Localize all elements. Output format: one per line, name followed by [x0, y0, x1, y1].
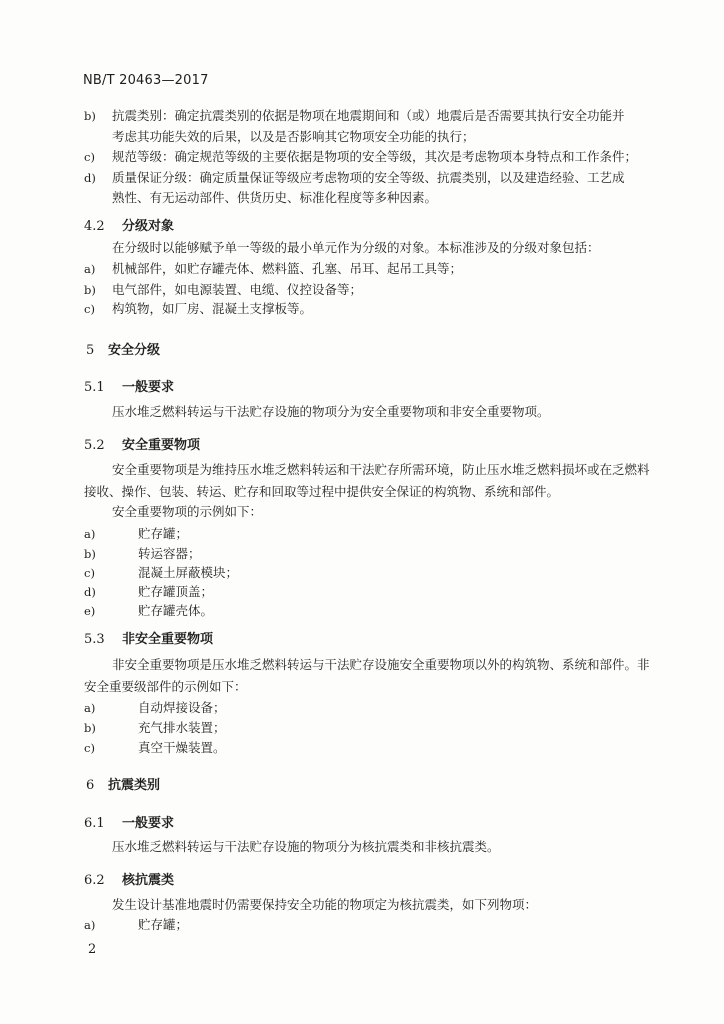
section-heading-6-2: [84, 869, 174, 888]
section-title: 一般要求: [122, 380, 175, 395]
paragraph: 发生设计基准地震时仍需要保持安全功能的物项定为核抗震类，如下列物项：: [112, 897, 538, 912]
section-title: 核抗震类: [122, 873, 175, 888]
list-item-text: 贮存罐壳体。: [138, 603, 214, 618]
section-title: 一般要求: [122, 816, 175, 831]
section-title: 安全重要物项: [122, 438, 201, 453]
section-heading-4-2: [84, 215, 174, 234]
document-header: NB/T 20463—2017: [83, 73, 209, 88]
section-heading-6-1: [84, 812, 174, 831]
list-marker: c): [84, 302, 95, 316]
section-title: 分级对象: [122, 219, 175, 234]
list-marker: a): [84, 527, 96, 541]
paragraph: 压水堆乏燃料转运与干法贮存设施的物项分为核抗震类和非核抗震类。: [112, 839, 500, 854]
section-heading-5-1: [84, 376, 174, 395]
list-marker: d): [84, 171, 96, 185]
list-marker: c): [84, 150, 95, 164]
list-marker: a): [84, 918, 96, 932]
list-marker: b): [84, 547, 96, 561]
list-item-text: 贮存罐；: [138, 917, 189, 932]
list-item-text: 贮存罐顶盖；: [138, 584, 214, 599]
section-heading-5-2: [84, 434, 200, 453]
list-item-text: 机械部件，如贮存罐壳体、燃料篮、孔塞、吊耳、起吊工具等；: [112, 261, 463, 276]
section-number: 5.2: [84, 438, 105, 453]
paragraph: 安全重要物项的示例如下：: [112, 504, 263, 519]
list-item-text: 混凝土屏蔽模块；: [138, 565, 239, 580]
paragraph-continuation: 接收、操作、包装、转运、贮存和回取等过程中提供安全保证的构筑物、系统和部件。: [84, 484, 560, 499]
list-item-text: 抗震类别：确定抗震类别的依据是物项在地震期间和（或）地震后是否需要其执行安全功能并: [112, 108, 625, 123]
list-item-text: 真空干燥装置。: [138, 740, 226, 755]
paragraph: 压水堆乏燃料转运与干法贮存设施的物项分为安全重要物项和非安全重要物项。: [112, 404, 550, 419]
list-item-text: 构筑物，如厂房、混凝土支撑板等。: [112, 301, 313, 316]
section-number: 5.1: [84, 380, 105, 395]
section-number: 5.3: [84, 632, 105, 647]
section-number: 6: [86, 778, 95, 793]
list-item-text: 自动焊接设备；: [138, 700, 226, 715]
list-marker: c): [84, 566, 95, 580]
paragraph: 在分级时以能够赋予单一等级的最小单元作为分级的对象。本标准涉及的分级对象包括：: [112, 240, 600, 255]
list-item-text: 电气部件，如电源装置、电缆、仪控设备等；: [112, 282, 363, 297]
list-marker: e): [84, 604, 96, 618]
section-number: 6.2: [84, 873, 105, 888]
section-title: 抗震类别: [108, 778, 161, 793]
list-item-text: 质量保证分级：确定质量保证等级应考虑物项的安全等级、抗震类别，以及建造经验、工艺成: [112, 170, 625, 185]
section-heading-5: [86, 339, 160, 358]
list-marker: a): [84, 701, 96, 715]
page-number: 2: [88, 942, 97, 957]
list-item-text: 熟性、有无运动部件、供货历史、标准化程度等多种因素。: [112, 190, 438, 205]
list-item-text: 转运容器；: [138, 546, 201, 561]
section-title: 安全分级: [108, 343, 161, 358]
section-heading-6: [86, 774, 160, 793]
list-marker: b): [84, 109, 96, 123]
list-marker: a): [84, 262, 96, 276]
list-marker: d): [84, 585, 96, 599]
section-heading-5-3: [84, 628, 213, 647]
list-item-text: 考虑其功能失效的后果，以及是否影响其它物项安全功能的执行；: [112, 129, 475, 144]
section-number: 5: [86, 343, 95, 358]
list-marker: b): [84, 721, 96, 735]
section-number: 4.2: [84, 219, 105, 234]
section-title: 非安全重要物项: [122, 632, 214, 647]
list-marker: c): [84, 741, 95, 755]
section-number: 6.1: [84, 816, 105, 831]
paragraph: 安全重要物项是为维持压水堆乏燃料转运和干法贮存所需环境，防止压水堆乏燃料损坏或在乏燃料: [112, 462, 650, 477]
list-item-text: 规范等级：确定规范等级的主要依据是物项的安全等级，其次是考虑物项本身特点和工作条件；: [112, 149, 638, 164]
list-item-text: 充气排水装置；: [138, 720, 226, 735]
list-marker: b): [84, 283, 96, 297]
paragraph: 非安全重要物项是压水堆乏燃料转运与干法贮存设施安全重要物项以外的构筑物、系统和部件。非: [112, 657, 650, 672]
paragraph-continuation: 安全重要级部件的示例如下：: [84, 679, 247, 694]
list-item-text: 贮存罐；: [138, 526, 189, 541]
